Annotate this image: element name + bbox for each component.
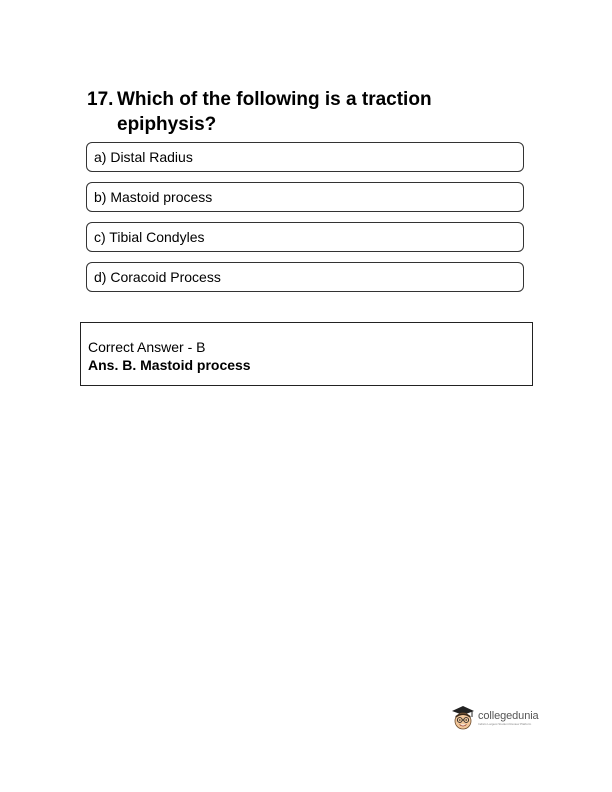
option-c[interactable]: c) Tibial Condyles bbox=[86, 222, 524, 252]
question-number: 17. bbox=[87, 89, 114, 110]
correct-answer: Correct Answer - B bbox=[88, 339, 206, 355]
answer-box bbox=[80, 322, 533, 386]
option-d[interactable]: d) Coracoid Process bbox=[86, 262, 524, 292]
question bbox=[87, 87, 507, 137]
graduate-mascot-icon bbox=[451, 705, 475, 731]
collegedunia-logo bbox=[451, 704, 543, 732]
option-a[interactable]: a) Distal Radius bbox=[86, 142, 524, 172]
option-b[interactable]: b) Mastoid process bbox=[86, 182, 524, 212]
logo-tagline: India's Largest Student Review Platform bbox=[478, 722, 532, 726]
logo-brand: collegedunia bbox=[478, 710, 539, 722]
question-text: Which of the following is a traction epiphysis? bbox=[117, 89, 432, 135]
answer-explanation: Ans. B. Mastoid process bbox=[88, 357, 251, 373]
